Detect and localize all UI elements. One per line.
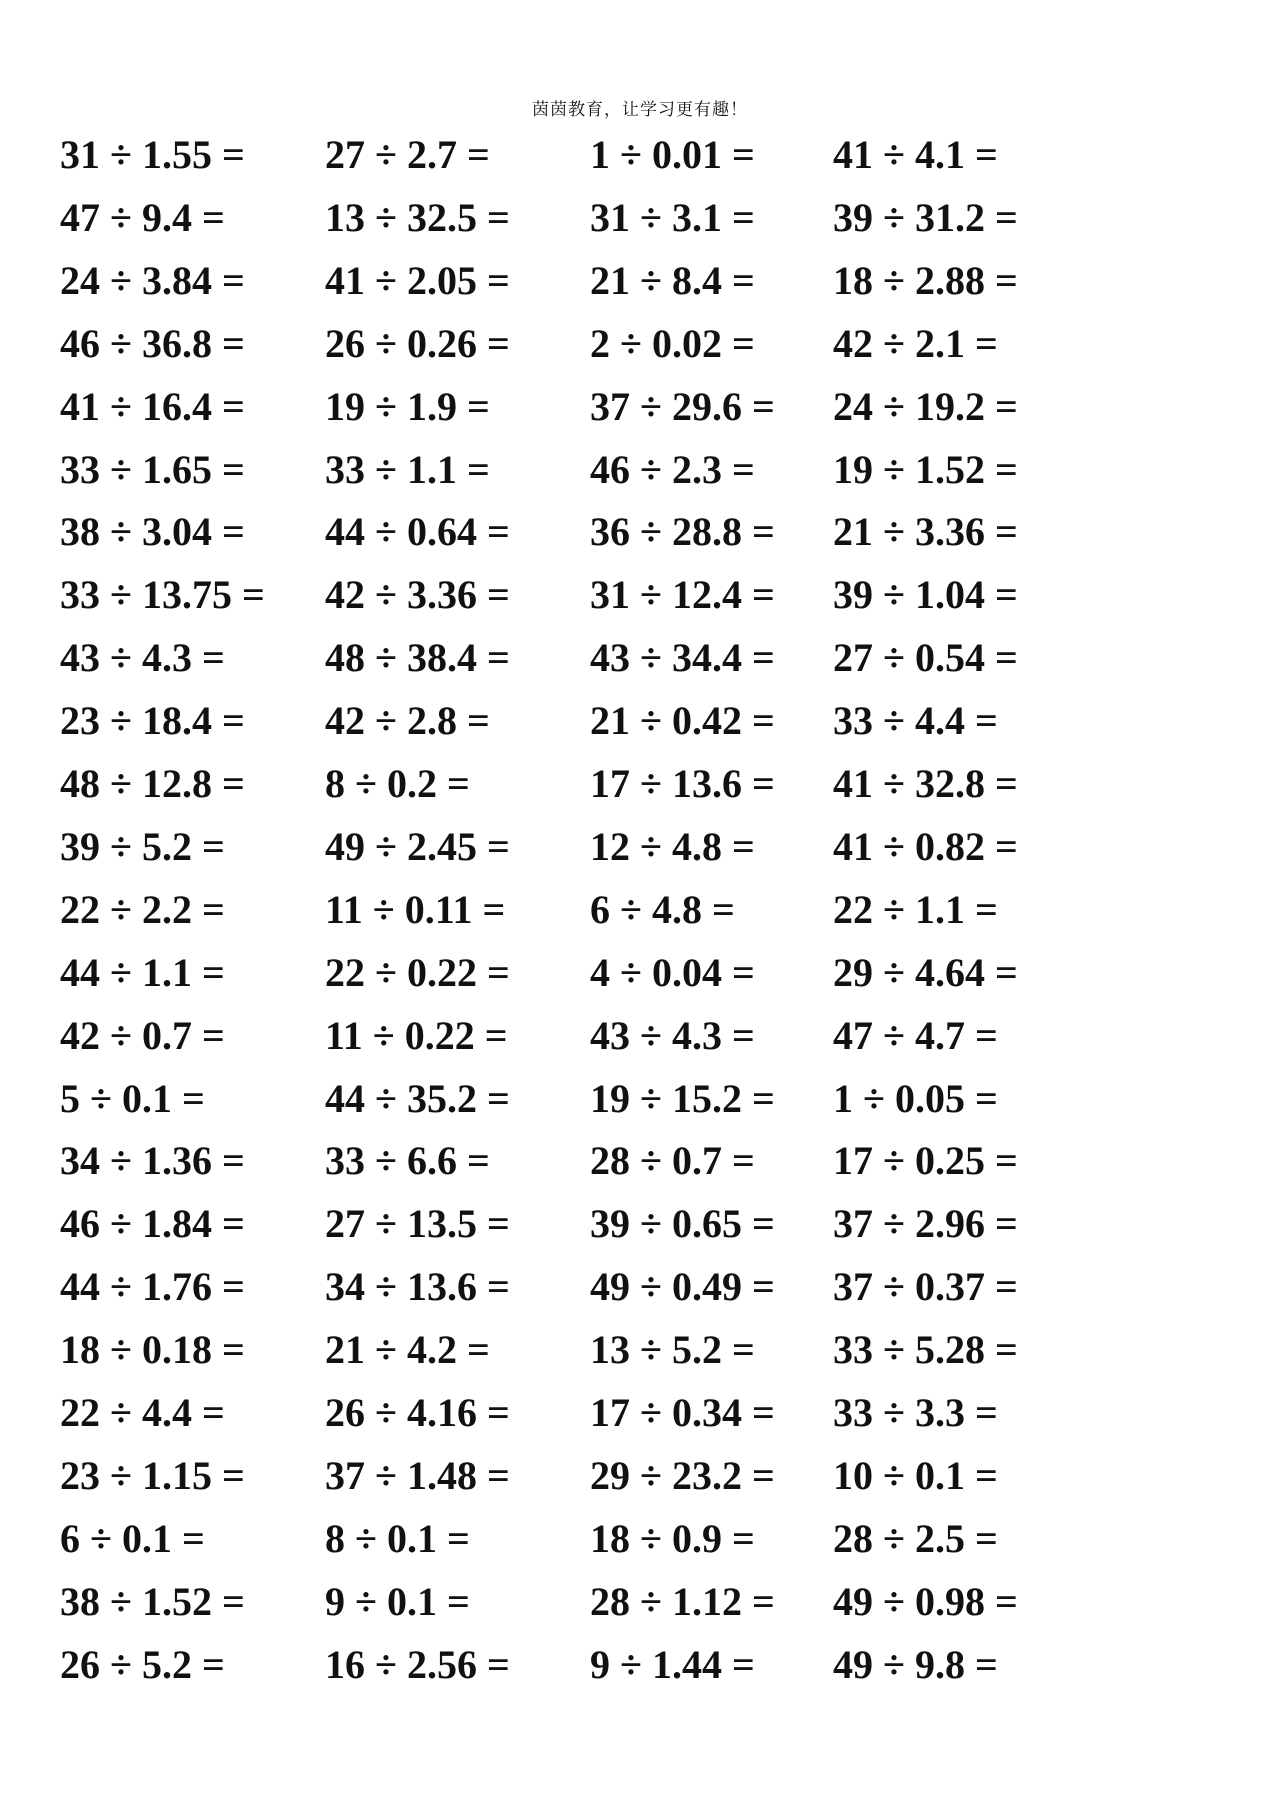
division-problem: 24 ÷ 3.84 = (60, 257, 245, 303)
division-problem: 48 ÷ 38.4 = (325, 635, 510, 681)
division-problem: 19 ÷ 15.2 = (590, 1075, 775, 1121)
division-problem: 37 ÷ 29.6 = (590, 383, 775, 429)
division-problem: 36 ÷ 28.8 = (590, 509, 775, 555)
division-problem: 17 ÷ 0.25 = (833, 1138, 1018, 1184)
division-problem: 49 ÷ 2.45 = (325, 823, 510, 869)
division-problem: 33 ÷ 5.28 = (833, 1327, 1018, 1373)
division-problem: 26 ÷ 0.26 = (325, 320, 510, 366)
division-problem: 44 ÷ 0.64 = (325, 509, 510, 555)
division-problem: 19 ÷ 1.9 = (325, 383, 490, 429)
division-problem: 11 ÷ 0.11 = (325, 886, 506, 932)
division-problem: 49 ÷ 0.49 = (590, 1264, 775, 1310)
division-problem: 21 ÷ 0.42 = (590, 698, 775, 744)
division-problem: 39 ÷ 31.2 = (833, 194, 1018, 240)
division-problem: 22 ÷ 2.2 = (60, 886, 225, 932)
division-problem: 28 ÷ 0.7 = (590, 1138, 755, 1184)
division-problem: 38 ÷ 3.04 = (60, 509, 245, 555)
division-problem: 48 ÷ 12.8 = (60, 761, 245, 806)
division-problem: 27 ÷ 2.7 = (325, 132, 490, 177)
division-problem: 13 ÷ 32.5 = (325, 194, 510, 240)
division-problem: 28 ÷ 1.12 = (590, 1578, 775, 1624)
problem-row (0, 761, 1280, 827)
division-problem: 18 ÷ 2.88 = (833, 257, 1018, 303)
problem-row (0, 509, 1280, 575)
division-problem: 22 ÷ 1.1 = (833, 886, 998, 932)
division-problem: 46 ÷ 1.84 = (60, 1201, 245, 1247)
problem-row (0, 1075, 1280, 1142)
division-problem: 26 ÷ 4.16 = (325, 1390, 510, 1435)
division-problem: 42 ÷ 0.7 = (60, 1012, 225, 1058)
division-problem: 10 ÷ 0.1 = (833, 1452, 998, 1498)
division-problem: 39 ÷ 5.2 = (60, 823, 225, 869)
problem-row (0, 1578, 1280, 1645)
division-problem: 41 ÷ 4.1 = (833, 132, 998, 177)
problem-row (0, 383, 1280, 450)
division-problem: 9 ÷ 1.44 = (590, 1641, 755, 1687)
problem-row (0, 1012, 1280, 1079)
division-problem: 33 ÷ 13.75 = (60, 572, 265, 618)
division-problem: 47 ÷ 9.4 = (60, 194, 225, 240)
division-problem: 46 ÷ 2.3 = (590, 446, 755, 492)
division-problem: 26 ÷ 5.2 = (60, 1641, 225, 1687)
problem-row (0, 949, 1280, 1016)
division-problem: 13 ÷ 5.2 = (590, 1327, 755, 1373)
problem-row (0, 1390, 1280, 1456)
division-problem: 43 ÷ 34.4 = (590, 635, 775, 681)
division-problem: 9 ÷ 0.1 = (325, 1578, 470, 1624)
problem-row (0, 320, 1280, 387)
division-problem: 19 ÷ 1.52 = (833, 446, 1018, 492)
problem-row (0, 635, 1280, 701)
division-problem: 2 ÷ 0.02 = (590, 320, 755, 366)
division-problem: 8 ÷ 0.1 = (325, 1515, 470, 1561)
division-problem: 11 ÷ 0.22 = (325, 1012, 508, 1058)
division-problem: 47 ÷ 4.7 = (833, 1012, 998, 1058)
division-problem: 43 ÷ 4.3 = (60, 635, 225, 681)
division-problem: 37 ÷ 1.48 = (325, 1452, 510, 1498)
division-problem: 21 ÷ 4.2 = (325, 1327, 490, 1373)
problem-row (0, 132, 1280, 198)
problem-row (0, 1452, 1280, 1519)
division-problem: 37 ÷ 0.37 = (833, 1264, 1018, 1310)
division-problem: 33 ÷ 1.1 = (325, 446, 490, 492)
division-problem: 46 ÷ 36.8 = (60, 320, 245, 366)
division-problem: 16 ÷ 2.56 = (325, 1641, 510, 1687)
division-problem: 5 ÷ 0.1 = (60, 1075, 205, 1121)
division-problem: 29 ÷ 4.64 = (833, 949, 1018, 995)
division-problem: 43 ÷ 4.3 = (590, 1012, 755, 1058)
division-problem: 18 ÷ 0.9 = (590, 1515, 755, 1561)
division-problem: 33 ÷ 1.65 = (60, 446, 245, 492)
division-problem: 27 ÷ 0.54 = (833, 635, 1018, 681)
division-problem: 8 ÷ 0.2 = (325, 761, 470, 806)
division-problem: 38 ÷ 1.52 = (60, 1578, 245, 1624)
division-problem: 12 ÷ 4.8 = (590, 823, 755, 869)
problem-row (0, 1327, 1280, 1393)
division-problem: 34 ÷ 13.6 = (325, 1264, 510, 1310)
division-problem: 29 ÷ 23.2 = (590, 1452, 775, 1498)
problem-row (0, 1264, 1280, 1330)
division-problem: 42 ÷ 2.8 = (325, 698, 490, 744)
division-problem: 42 ÷ 3.36 = (325, 572, 510, 618)
division-problem: 6 ÷ 4.8 = (590, 886, 735, 932)
division-problem: 4 ÷ 0.04 = (590, 949, 755, 995)
division-problem: 44 ÷ 1.1 = (60, 949, 225, 995)
division-problem: 27 ÷ 13.5 = (325, 1201, 510, 1247)
division-problem: 22 ÷ 4.4 = (60, 1390, 225, 1435)
division-problem: 21 ÷ 3.36 = (833, 509, 1018, 555)
division-problem: 33 ÷ 4.4 = (833, 698, 998, 744)
division-problem: 17 ÷ 13.6 = (590, 761, 775, 806)
division-problem: 49 ÷ 9.8 = (833, 1641, 998, 1687)
division-problem: 49 ÷ 0.98 = (833, 1578, 1018, 1624)
problem-row (0, 257, 1280, 324)
problem-row (0, 446, 1280, 513)
problem-row (0, 1201, 1280, 1267)
division-problem: 33 ÷ 6.6 = (325, 1138, 490, 1184)
division-problem: 18 ÷ 0.18 = (60, 1327, 245, 1373)
division-problem: 41 ÷ 32.8 = (833, 761, 1018, 806)
division-problem: 39 ÷ 0.65 = (590, 1201, 775, 1247)
problem-row (0, 572, 1280, 638)
division-problem: 44 ÷ 35.2 = (325, 1075, 510, 1121)
division-problem: 42 ÷ 2.1 = (833, 320, 998, 366)
division-problem: 17 ÷ 0.34 = (590, 1390, 775, 1435)
division-problem: 44 ÷ 1.76 = (60, 1264, 245, 1310)
division-problem: 31 ÷ 12.4 = (590, 572, 775, 618)
division-problem: 1 ÷ 0.01 = (590, 132, 755, 177)
division-problem: 21 ÷ 8.4 = (590, 257, 755, 303)
problem-row (0, 1138, 1280, 1204)
problem-row (0, 1641, 1280, 1708)
division-problem: 41 ÷ 16.4 = (60, 383, 245, 429)
division-problem: 41 ÷ 0.82 = (833, 823, 1018, 869)
division-problem: 28 ÷ 2.5 = (833, 1515, 998, 1561)
division-problem: 1 ÷ 0.05 = (833, 1075, 998, 1121)
division-problem: 6 ÷ 0.1 = (60, 1515, 205, 1561)
division-problem: 24 ÷ 19.2 = (833, 383, 1018, 429)
division-problem: 39 ÷ 1.04 = (833, 572, 1018, 618)
division-problem: 33 ÷ 3.3 = (833, 1390, 998, 1435)
problem-row (0, 1515, 1280, 1582)
problem-row (0, 194, 1280, 261)
division-problem: 34 ÷ 1.36 = (60, 1138, 245, 1184)
division-problem: 31 ÷ 3.1 = (590, 194, 755, 240)
division-problem: 23 ÷ 18.4 = (60, 698, 245, 744)
problem-row (0, 698, 1280, 764)
page-header: 茵茵教育，让学习更有趣！ (532, 100, 748, 120)
division-problem: 41 ÷ 2.05 = (325, 257, 510, 303)
division-problem: 37 ÷ 2.96 = (833, 1201, 1018, 1247)
problem-row (0, 823, 1280, 890)
division-problem: 22 ÷ 0.22 = (325, 949, 510, 995)
division-problem: 23 ÷ 1.15 = (60, 1452, 245, 1498)
problem-row (0, 886, 1280, 953)
division-problem: 31 ÷ 1.55 = (60, 132, 245, 177)
